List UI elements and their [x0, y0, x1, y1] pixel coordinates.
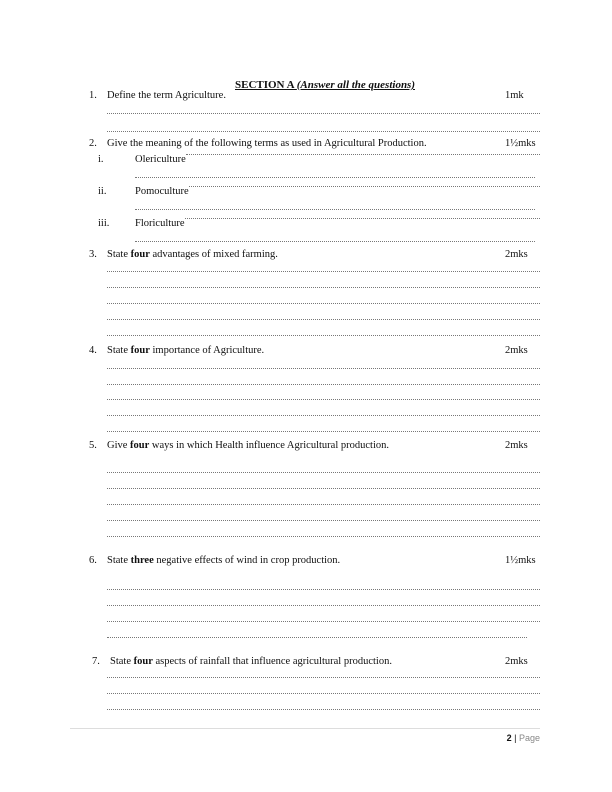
question-text: Give the meaning of the following terms as used in Agricultural Production. — [107, 138, 427, 149]
answer-line[interactable] — [107, 319, 540, 320]
question-text: Give four ways in which Health influence Agricultural production. — [107, 440, 389, 451]
answer-line[interactable] — [107, 709, 540, 710]
answer-line[interactable] — [107, 693, 540, 694]
question-marks: 1½mks — [505, 138, 536, 149]
question-text: Define the term Agriculture. — [107, 90, 226, 101]
footer-divider — [70, 728, 540, 729]
answer-line[interactable] — [107, 504, 540, 505]
question-text: State three negative effects of wind in crop production. — [107, 555, 341, 566]
answer-line[interactable] — [107, 113, 540, 114]
answer-line[interactable] — [107, 621, 540, 622]
question-text: State four advantages of mixed farming. — [107, 249, 278, 260]
answer-line[interactable] — [107, 520, 540, 521]
subpart-label: Olericulture — [135, 154, 186, 165]
page-label: Page — [518, 733, 540, 743]
separator: | — [514, 733, 517, 743]
answer-line[interactable] — [135, 241, 535, 242]
subpart-number: i. — [98, 154, 104, 165]
subpart-text — [135, 186, 540, 197]
answer-line[interactable] — [107, 335, 540, 336]
question-marks: 2mks — [505, 345, 528, 356]
subpart-number: iii. — [98, 218, 110, 229]
question-marks: 2mks — [505, 656, 528, 667]
question-number: 3. — [89, 249, 97, 260]
subpart-label: Pomoculture — [135, 186, 189, 197]
question-marks: 2mks — [505, 249, 528, 260]
answer-line[interactable] — [107, 131, 540, 132]
page-footer — [507, 733, 540, 743]
answer-line[interactable] — [135, 177, 535, 178]
answer-line[interactable] — [107, 399, 540, 400]
question-marks: 1½mks — [505, 555, 536, 566]
question-text: State four importance of Agriculture. — [107, 345, 265, 356]
question-text: State four aspects of rainfall that influence agricultural production. — [110, 656, 392, 667]
answer-line[interactable] — [107, 384, 540, 385]
answer-line[interactable] — [135, 209, 535, 210]
section-instructions: (Answer all the questions) — [296, 79, 416, 91]
page-number: 2 — [506, 733, 512, 743]
subpart-text — [135, 154, 540, 165]
subpart-label: Floriculture — [135, 218, 185, 229]
answer-line[interactable] — [186, 154, 540, 155]
answer-line[interactable] — [107, 271, 540, 272]
section-title: SECTION A — [234, 79, 294, 91]
question-number: 1. — [89, 90, 97, 101]
subpart-number: ii. — [98, 186, 107, 197]
answer-line[interactable] — [107, 589, 540, 590]
question-number: 4. — [89, 345, 97, 356]
answer-line[interactable] — [107, 605, 540, 606]
answer-line[interactable] — [185, 218, 540, 219]
question-number: 5. — [89, 440, 97, 451]
question-number: 7. — [92, 656, 100, 667]
question-number: 2. — [89, 138, 97, 149]
question-number: 6. — [89, 555, 97, 566]
question-marks: 2mks — [505, 440, 528, 451]
subpart-text — [135, 218, 540, 229]
answer-line[interactable] — [107, 472, 540, 473]
answer-line[interactable] — [189, 186, 540, 187]
answer-line[interactable] — [107, 431, 540, 432]
question-marks: 1mk — [505, 90, 524, 101]
answer-line[interactable] — [107, 415, 540, 416]
answer-line[interactable] — [107, 677, 540, 678]
answer-line[interactable] — [107, 536, 540, 537]
answer-line[interactable] — [107, 368, 540, 369]
answer-line[interactable] — [107, 303, 540, 304]
answer-line[interactable] — [107, 287, 540, 288]
answer-line[interactable] — [107, 488, 540, 489]
answer-line[interactable] — [107, 637, 527, 638]
